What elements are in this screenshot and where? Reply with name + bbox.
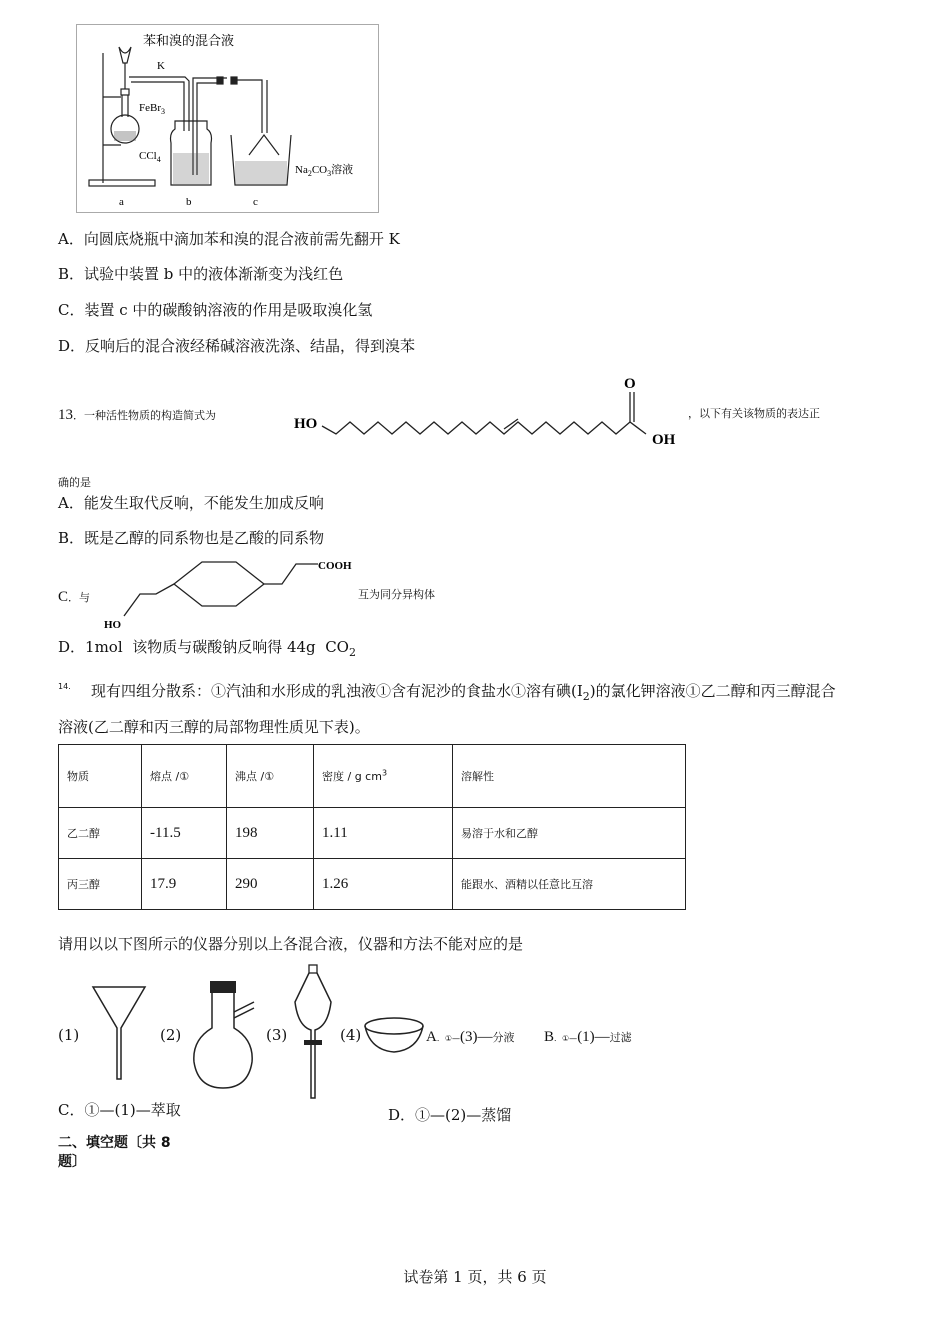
table-header-row [59, 745, 686, 808]
struct-o: O [624, 376, 636, 392]
q14-stem-line2: 溶液(乙二醇和丙三醇的局部物理性质见下表)。 [58, 718, 370, 736]
q13-stem-cont: 确的是 [58, 476, 91, 489]
table-header: 沸点 /① [227, 745, 314, 808]
evaporating-dish-icon [362, 1014, 426, 1056]
q14-option-a: A．①—(3)—分液 [426, 1029, 515, 1045]
table-cell: 能跟水、酒精以任意比互溶 [453, 859, 686, 910]
table-cell: 198 [227, 808, 314, 859]
q12-option-a: A．向圆底烧瓶中滴加苯和溴的混合液前需先翻开 K [58, 230, 400, 248]
q14-option-c: C．①—(1)—萃取 [58, 1101, 181, 1119]
q14-option-b: B．①—(1)—过滤 [544, 1029, 632, 1045]
q14-question: 请用以以下图所示的仪器分别以上各混合液，仪器和方法不能对应的是 [58, 935, 524, 953]
separatory-funnel-icon [290, 962, 336, 1102]
label-c: c [253, 196, 258, 208]
table-header: 溶解性 [453, 745, 686, 808]
table-header: 物质 [59, 745, 142, 808]
q13-option-b: B．既是乙醇的同系物也是乙酸的同系物 [58, 529, 325, 547]
q12-option-d: D．反响后的混合液经稀碱溶液洗涤、结晶，得到溴苯 [58, 337, 416, 355]
section-heading: 二、填空题〔共 8 题〕 [58, 1135, 171, 1170]
table-cell: -11.5 [142, 808, 227, 859]
instrument-3-label: (3) [266, 1026, 288, 1044]
q13-option-c: C．与 [58, 589, 91, 605]
q13-structure [290, 372, 690, 452]
figure-title-label: 苯和溴的混合液 [143, 34, 235, 49]
label-b: b [186, 196, 192, 208]
struct-oh: OH [652, 432, 676, 448]
struct-ho: HO [294, 416, 318, 432]
beaker-label: $Na_2CO_3$溶液 [295, 163, 354, 178]
q12-option-b: B．试验中装置 b 中的液体渐渐变为浅红色 [58, 265, 344, 283]
valve-label: K [157, 60, 165, 72]
q13-option-d: D．1mol 该物质与碳酸钠反响得 44g $CO_2$ [58, 638, 356, 659]
q13-stem: 13．一种活性物质的构造简式为 [58, 407, 216, 423]
table-header-density: 密度 / g $cm^3$ [314, 745, 453, 808]
catalyst-label: FeBr$_3$ [139, 102, 165, 116]
table-cell: 易溶于水和乙醇 [453, 808, 686, 859]
apparatus-drawing [77, 25, 378, 212]
q13-stem-post: ，以下有关该物质的表达正 [688, 407, 820, 420]
struct-c-ho: HO [104, 619, 122, 631]
q12-option-c: C．装置 c 中的碳酸钠溶液的作用是吸取溴化氢 [58, 301, 373, 319]
q14-option-d: D．①—(2)—蒸馏 [388, 1106, 512, 1124]
table-row [59, 808, 686, 859]
label-a: a [119, 196, 124, 208]
struct-cooh: COOH [318, 560, 352, 572]
page-footer: 试卷第 1 页，共 6 页 [403, 1268, 547, 1286]
properties-table [58, 744, 686, 910]
q13-option-a: A．能发生取代反响，不能发生加成反响 [58, 494, 324, 512]
instrument-4-label: (4) [340, 1026, 362, 1044]
q14-stem-line1: 现有四组分散系：①汽油和水形成的乳浊液①含有泥沙的食盐水①溶有碘$(I_2)$的氯化钾溶液①乙二醇和丙三醇混合 [91, 682, 836, 703]
instrument-1-label: (1) [58, 1026, 80, 1044]
q13-option-c-post: 互为同分异构体 [358, 588, 435, 601]
q13-option-c-structure [100, 554, 360, 632]
apparatus-figure [76, 24, 379, 213]
table-cell: 290 [227, 859, 314, 910]
table-cell: 丙三醇 [59, 859, 142, 910]
table-header: 熔点 /① [142, 745, 227, 808]
table-row [59, 859, 686, 910]
funnel-icon [90, 984, 150, 1084]
table-cell: 乙二醇 [59, 808, 142, 859]
table-cell: 1.11 [314, 808, 453, 859]
q14-number: 14. [58, 682, 71, 691]
table-cell: 17.9 [142, 859, 227, 910]
table-cell: 1.26 [314, 859, 453, 910]
instrument-2-label: (2) [160, 1026, 182, 1044]
distilling-flask-icon [190, 978, 260, 1092]
solvent-label: CCl$_4$ [139, 150, 161, 164]
